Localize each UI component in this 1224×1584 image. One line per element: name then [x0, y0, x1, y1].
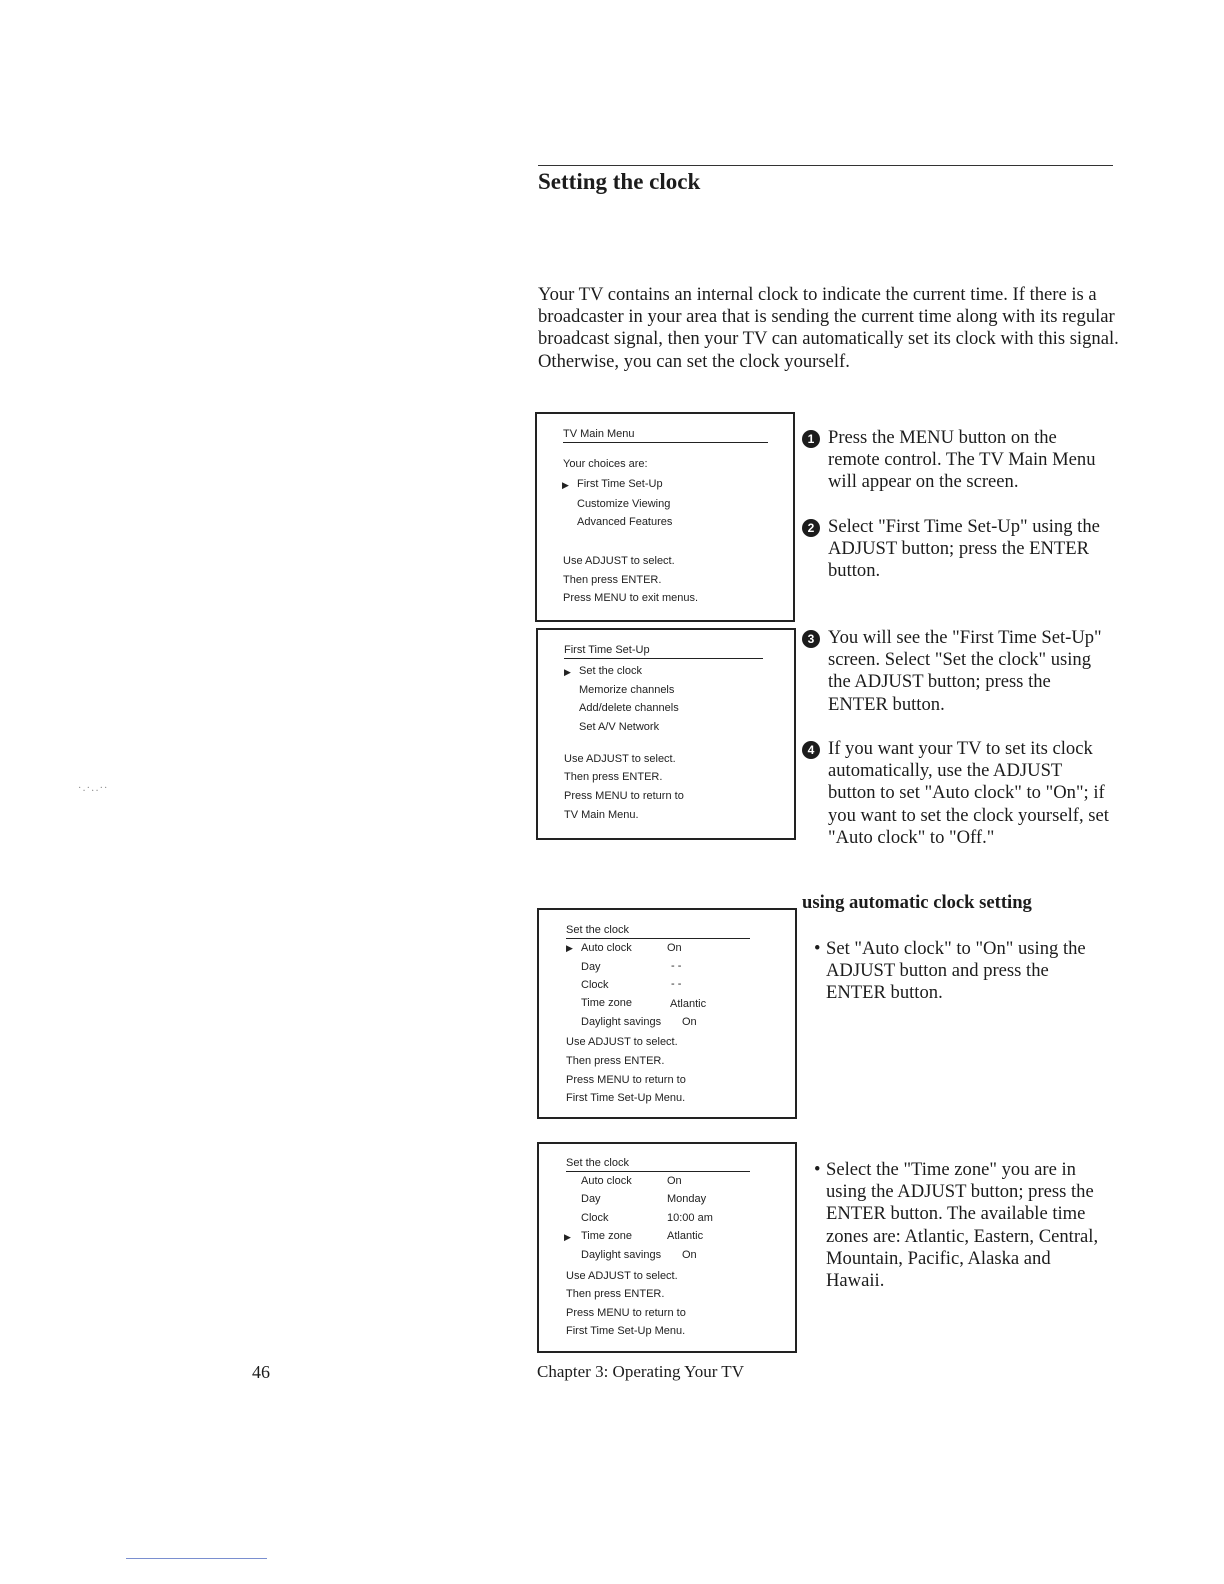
menu-item: Memorize channels — [579, 684, 675, 696]
scan-speckle: ·․·․․·· — [78, 783, 109, 794]
menu-help: Press MENU to return to — [564, 790, 684, 802]
step-text: You will see the "First Time Set-Up" screen. Select "Set the clock" using the ADJUST button; press the ENTER button. — [828, 627, 1102, 715]
bullet-dot-icon: • — [814, 938, 821, 959]
setting-value: Atlantic — [670, 998, 707, 1010]
setting-value: 10:00 am — [667, 1212, 713, 1224]
step-list — [802, 427, 1112, 877]
menu-heading-rule — [566, 1171, 750, 1172]
intro-paragraph: Your TV contains an internal clock to indicate the current time. If there is a broadcaster in your area that is sending the current time along with its regular broadcast signal, then your TV can automatically set its clock with this signal. Otherwise, you can set the clock yourself. — [538, 284, 1119, 372]
menu-help: Use ADJUST to select. — [563, 555, 675, 567]
setting-value: Atlantic — [667, 1230, 704, 1242]
menu-help: Then press ENTER. — [564, 771, 663, 783]
menu-heading-rule — [566, 938, 750, 939]
pointer-arrow-icon: ▶ — [566, 943, 573, 953]
chapter-footer: Chapter 3: Operating Your TV — [537, 1362, 744, 1381]
setting-value: - - — [671, 978, 682, 990]
menu-help: Use ADJUST to select. — [564, 753, 676, 765]
page-title: Setting the clock — [538, 169, 701, 194]
setting-value: On — [682, 1016, 697, 1028]
menu-help: Then press ENTER. — [566, 1288, 665, 1300]
menu-heading-rule — [563, 442, 768, 443]
first-time-setup-screen — [536, 628, 796, 840]
bullet-dot-icon: • — [814, 1159, 821, 1180]
setting-label: Daylight savings — [581, 1016, 662, 1028]
setting-value: On — [682, 1249, 697, 1261]
menu-help: Use ADJUST to select. — [566, 1270, 678, 1282]
setting-label: Auto clock — [581, 1175, 632, 1187]
menu-help: Use ADJUST to select. — [566, 1036, 678, 1048]
step-text: Press the MENU button on the remote control. The TV Main Menu will appear on the screen. — [828, 427, 1096, 493]
setting-label: Auto clock — [581, 942, 632, 954]
menu-help: First Time Set-Up Menu. — [566, 1092, 686, 1104]
setting-value: On — [667, 942, 682, 954]
title-rule — [538, 165, 1113, 166]
numbered-circle-icon: 4 — [802, 741, 820, 759]
menu-item: Advanced Features — [577, 516, 673, 528]
menu-item: Set A/V Network — [579, 721, 660, 733]
numbered-circle-icon: 2 — [802, 519, 820, 537]
scan-artifact-line — [126, 1558, 267, 1559]
menu-help: Then press ENTER. — [566, 1055, 665, 1067]
setting-value: Monday — [667, 1193, 707, 1205]
menu-prompt: Your choices are: — [563, 458, 648, 470]
menu-help: Then press ENTER. — [563, 574, 662, 586]
menu-heading-rule — [564, 658, 763, 659]
menu-help: Press MENU to return to — [566, 1074, 686, 1086]
set-clock-screen-time-zone — [537, 1142, 797, 1353]
setting-label: Day — [581, 1193, 601, 1205]
setting-label: Daylight savings — [581, 1249, 662, 1261]
bullet-auto-clock — [814, 938, 1114, 1008]
bullet-time-zone — [814, 1159, 1114, 1299]
menu-item: First Time Set-Up — [577, 478, 663, 490]
bullet-text: Select the "Time zone" you are in using the ADJUST button; press the ENTER button. The available time zones are: Atlantic, Eastern, Central, Mountain, Pacific, Alaska and Hawaii. — [826, 1159, 1099, 1292]
set-clock-screen-auto — [537, 908, 797, 1119]
setting-label: Time zone — [581, 1230, 632, 1242]
tv-main-menu-screen — [535, 412, 795, 622]
step-text: Select "First Time Set-Up" using the ADJUST button; press the ENTER button. — [828, 516, 1100, 582]
numbered-circle-icon: 3 — [802, 630, 820, 648]
menu-heading: Set the clock — [566, 924, 629, 936]
pointer-arrow-icon: ▶ — [564, 667, 571, 677]
step-text: If you want your TV to set its clock automatically, use the ADJUST button to set "Auto clock" to "On"; if you want to set the clock yourself, set "Auto clock" to "Off." — [828, 738, 1109, 848]
setting-label: Time zone — [581, 997, 632, 1009]
menu-heading: First Time Set-Up — [564, 644, 650, 656]
numbered-circle-icon: 1 — [802, 430, 820, 448]
menu-help: Press MENU to return to — [566, 1307, 686, 1319]
menu-help: First Time Set-Up Menu. — [566, 1325, 686, 1337]
page-number: 46 — [252, 1362, 270, 1382]
pointer-arrow-icon: ▶ — [564, 1232, 571, 1242]
menu-heading: TV Main Menu — [563, 428, 635, 440]
bullet-text: Set "Auto clock" to "On" using the ADJUST button and press the ENTER button. — [826, 938, 1086, 1004]
menu-item: Set the clock — [579, 665, 642, 677]
menu-item: Customize Viewing — [577, 498, 671, 510]
auto-clock-subheading: using automatic clock setting — [802, 892, 1032, 913]
menu-heading: Set the clock — [566, 1157, 629, 1169]
setting-label: Clock — [581, 979, 609, 991]
menu-item: Add/delete channels — [579, 702, 679, 714]
setting-label: Day — [581, 961, 601, 973]
setting-value: - - — [671, 960, 682, 972]
menu-help: TV Main Menu. — [564, 809, 639, 821]
pointer-arrow-icon: ▶ — [562, 480, 569, 490]
menu-help: Press MENU to exit menus. — [563, 592, 699, 604]
setting-label: Clock — [581, 1212, 609, 1224]
setting-value: On — [667, 1175, 682, 1187]
